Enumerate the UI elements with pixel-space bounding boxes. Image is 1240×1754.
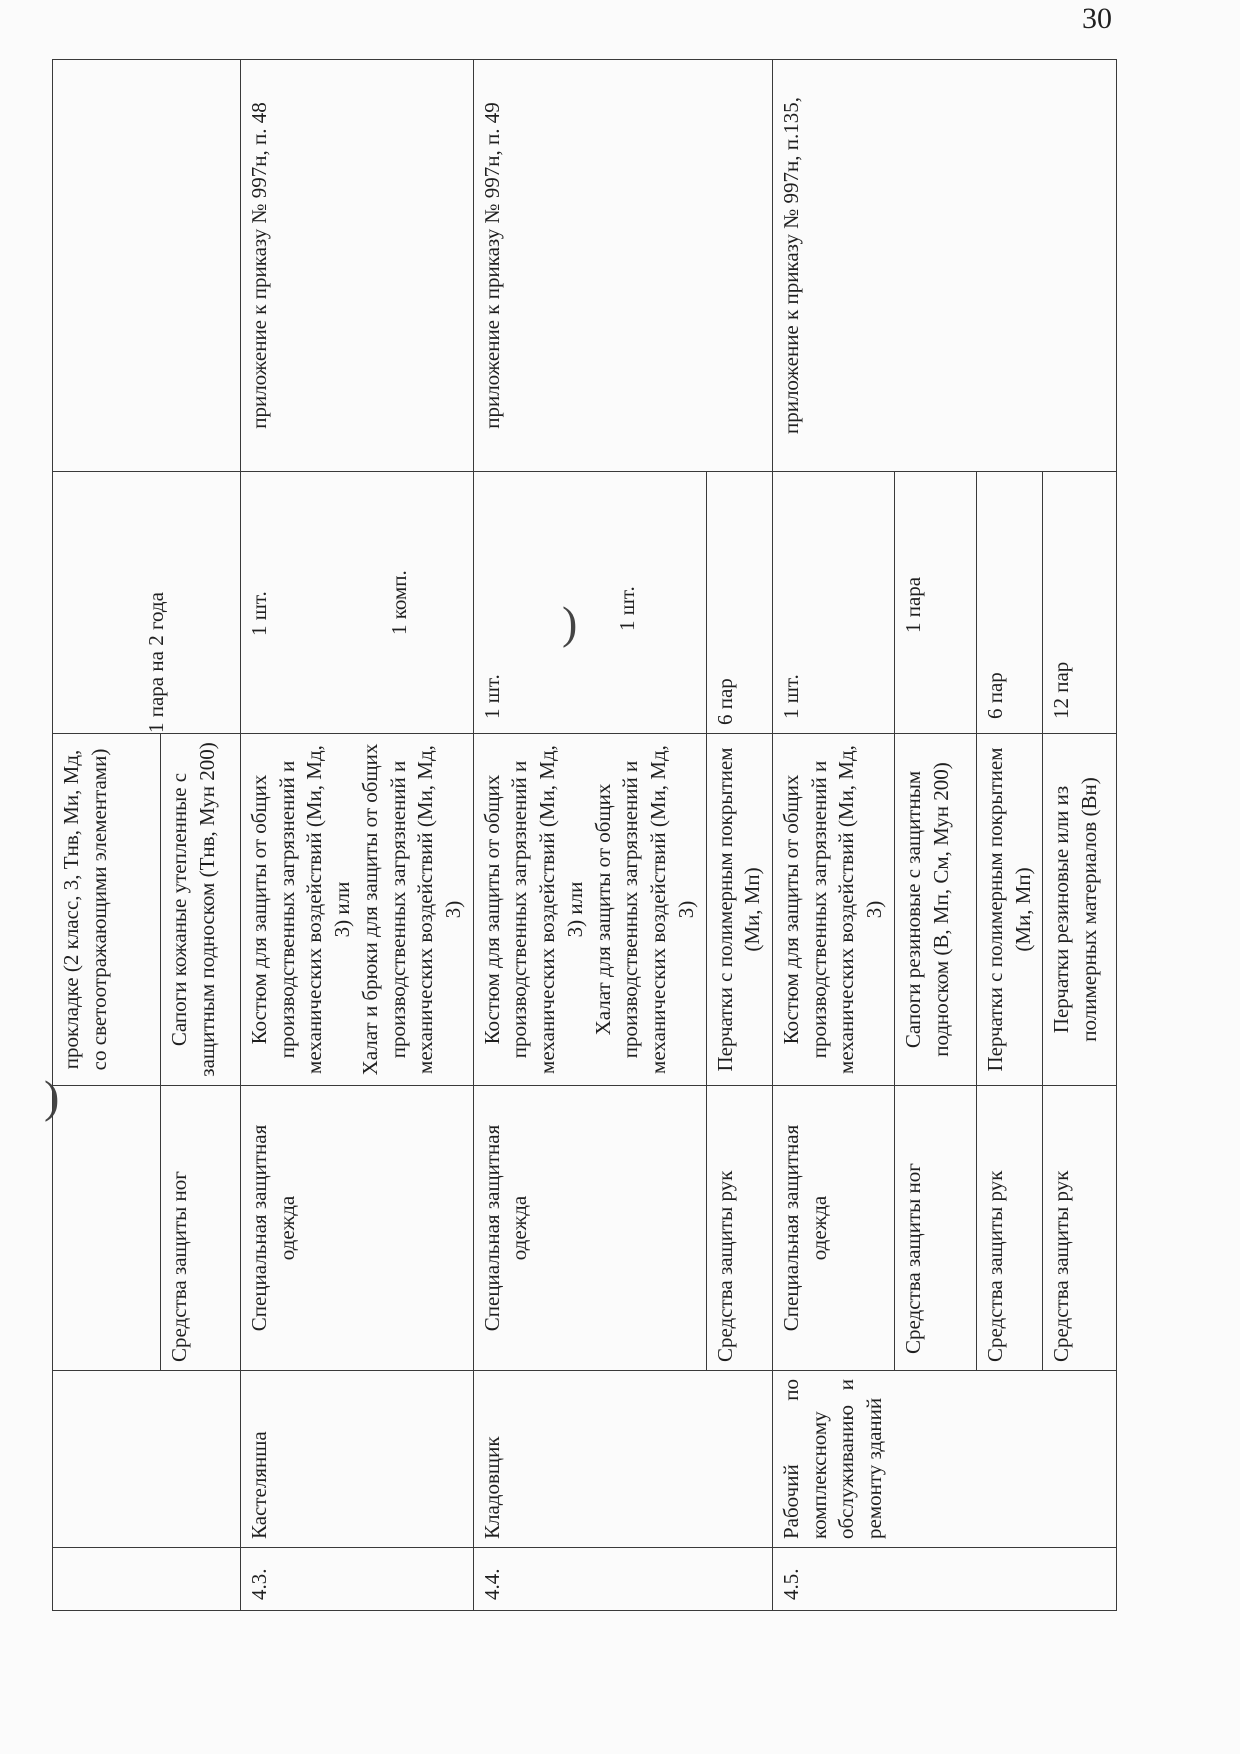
page-number: 30: [1082, 2, 1112, 35]
table-row: [772, 60, 894, 1611]
profession-rest: комплексному обслуживанию и ремонту зданий: [806, 1379, 887, 1539]
scan-mark: ): [44, 1071, 60, 1122]
basis-cell: приложение к приказу № 997н, п. 49: [473, 60, 772, 472]
norm-cell: 1 пара на 2 года: [53, 472, 241, 734]
norm-value: 1 комп.: [387, 570, 411, 635]
description-cell: прокладке (2 класс, 3, Тнв, Ми, Мд, со светоотражающими элементами): [53, 734, 161, 1086]
description-cell: [473, 734, 706, 1086]
type-cell: Средства защиты рук: [706, 1086, 772, 1371]
norm-value: 1 шт.: [247, 591, 271, 636]
item-number: 4.5.: [772, 1548, 1116, 1611]
profession-cell: Кастелянша: [241, 1371, 474, 1548]
profession-line1: Рабочий по: [778, 1379, 803, 1539]
type-cell: [53, 1086, 161, 1371]
description-cell: Перчатки с полимерным покрытием (Ми, Мп): [706, 734, 772, 1086]
type-cell: Специальная защитная одежда: [473, 1086, 706, 1371]
type-cell: Средства защиты ног: [161, 1086, 241, 1371]
norm-cell: [473, 472, 706, 734]
ppe-norms-table: [52, 59, 1117, 1611]
norm-value: 1 шт.: [479, 674, 504, 719]
item-number: 4.3.: [241, 1548, 474, 1611]
basis-cell: приложение к приказу № 997н, п. 48: [241, 60, 474, 472]
rotated-table-container: [52, 60, 1117, 1611]
description-cell: Сапоги резиновые с защитным подноском (В, Мп, См, Мун 200): [894, 734, 976, 1086]
description-part: Костюм для защиты от общих производственных загрязнений и механических воздействий (Ми, Мд, 3) или: [479, 745, 587, 1074]
description-cell: Костюм для защиты от общих производственных загрязнений и механических воздействий (Ми, Мд, 3): [772, 734, 894, 1086]
table-row: [53, 60, 161, 1611]
type-cell: Средства защиты рук: [976, 1086, 1042, 1371]
basis-cell: [53, 60, 241, 472]
profession-cell: [53, 1371, 241, 1548]
description-cell: [241, 734, 474, 1086]
profession-cell: [772, 1371, 1116, 1548]
description-part: Халат и брюки для защиты от общих производственных загрязнений и механических воздействий (Ми, Мд, 3): [357, 743, 466, 1076]
norm-cell: [241, 472, 474, 734]
type-cell: Специальная защитная одежда: [772, 1086, 894, 1371]
profession-cell: Кладовщик: [473, 1371, 772, 1548]
description-cell: Перчатки резиновые или из полимерных материалов (Вн): [1043, 734, 1117, 1086]
table-row: [473, 60, 706, 1611]
norm-value: 1 шт.: [614, 586, 639, 631]
norm-cell: 6 пар: [976, 472, 1042, 734]
type-cell: Средства защиты рук: [1043, 1086, 1117, 1371]
description-part: Халат для защиты от общих производственных загрязнений и механических воздействий (Ми, Мд, 3): [590, 745, 698, 1074]
type-cell: Специальная защитная одежда: [241, 1086, 474, 1371]
description-cell: Перчатки с полимерным покрытием (Ми, Мп): [976, 734, 1042, 1086]
basis-cell: приложение к приказу № 997н, п.135,: [772, 60, 1116, 472]
table-row: [241, 60, 474, 1611]
description-part: Костюм для защиты от общих производственных загрязнений и механических воздействий (Ми, Мд, 3) или: [247, 745, 355, 1074]
number-cell: [53, 1548, 241, 1611]
norm-cell: 6 пар: [706, 472, 772, 734]
norm-cell: 1 шт.: [772, 472, 894, 734]
scan-mark: ): [562, 597, 578, 648]
norm-cell: 12 пар: [1043, 472, 1117, 734]
type-cell: Средства защиты ног: [894, 1086, 976, 1371]
norm-cell: 1 пара: [894, 472, 976, 734]
item-number: 4.4.: [473, 1548, 772, 1611]
description-cell: Сапоги кожаные утепленные с защитным подноском (Тнв, Мун 200): [161, 734, 241, 1086]
